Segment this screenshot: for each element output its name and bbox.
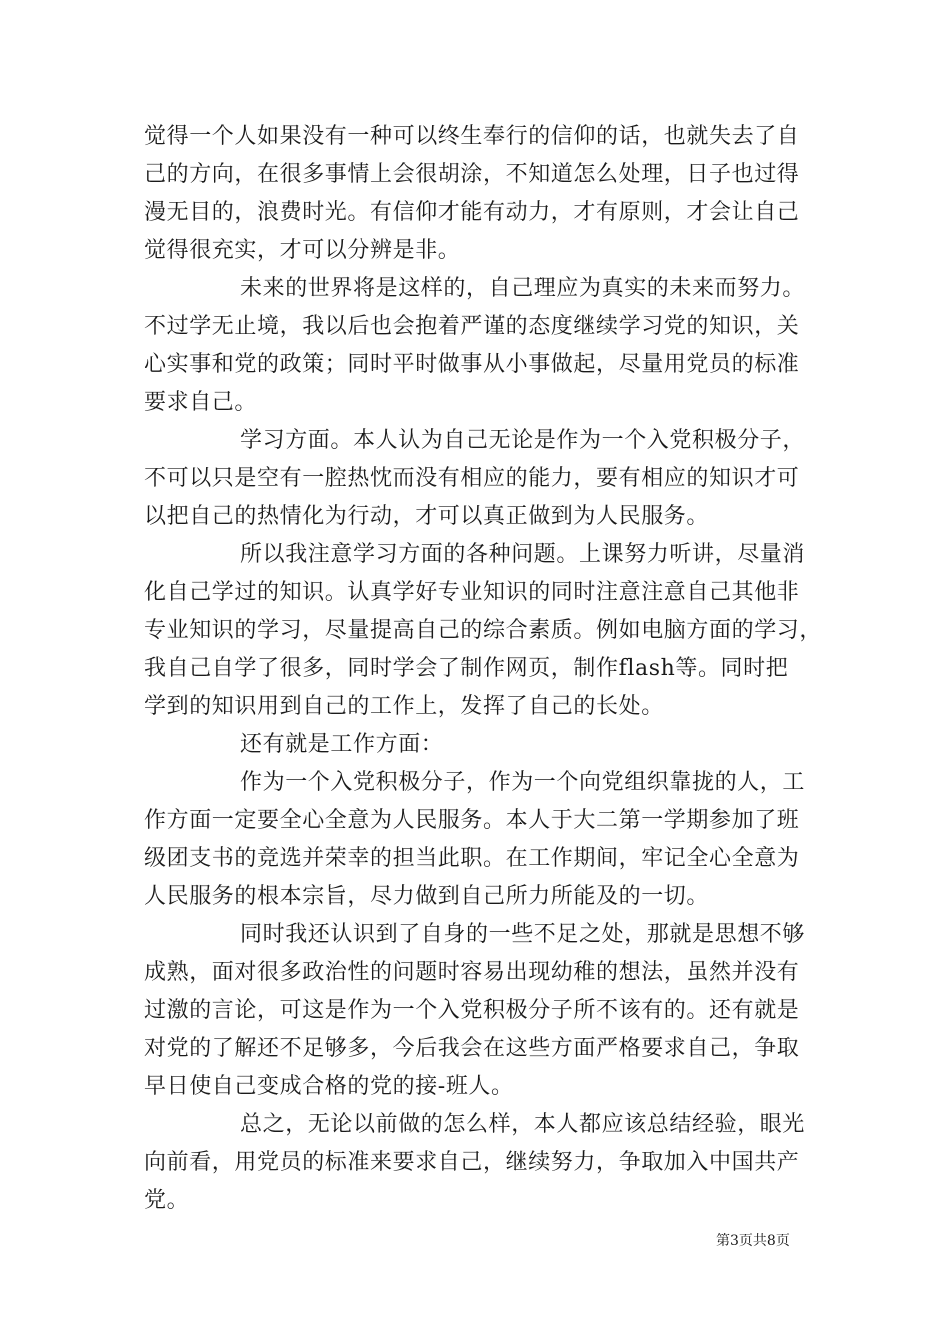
text-line: 己的方向，在很多事情上会很胡涂，不知道怎么处理，日子也过得 (144, 162, 800, 187)
text-line: 总之，无论以前做的怎么样，本人都应该总结经验，眼光 (240, 1112, 806, 1137)
paragraph (144, 270, 824, 422)
text-line: 学到的知识用到自己的工作上，发挥了自己的长处。 (144, 694, 664, 719)
text-line: 未来的世界将是这样的，自己理应为真实的未来而努力。 (240, 276, 806, 301)
paragraph (144, 422, 824, 536)
text-line: 对党的了解还不足够多，今后我会在这些方面严格要求自己，争取 (144, 1036, 800, 1061)
text-line: 还有就是工作方面： (240, 732, 444, 757)
paragraph (144, 1106, 824, 1220)
paragraph (144, 916, 824, 1106)
text-line: 作方面一定要全心全意为人民服务。本人于大二第一学期参加了班 (144, 808, 800, 833)
paragraph (144, 536, 824, 726)
text-line: 作为一个入党积极分子，作为一个向党组织靠拢的人，工 (240, 770, 806, 795)
text-line: 觉得一个人如果没有一种可以终生奉行的信仰的话，也就失去了自 (144, 124, 800, 149)
text-line: 成熟，面对很多政治性的问题时容易出现幼稚的想法，虽然并没有 (144, 960, 800, 985)
text-line: 早日使自己变成合格的党的接-班人。 (144, 1074, 514, 1099)
paragraph (144, 764, 824, 916)
text-line: 心实事和党的政策；同时平时做事从小事做起，尽量用党员的标准 (144, 352, 800, 377)
text-line: 学习方面。本人认为自己无论是作为一个入党积极分子， (240, 428, 806, 453)
text-line: 向前看，用党员的标准来要求自己，继续努力，争取加入中国共产 (144, 1150, 800, 1175)
page-number: 第3页共8页 (716, 1233, 790, 1249)
text-line: 级团支书的竞选并荣幸的担当此职。在工作期间，牢记全心全意为 (144, 846, 800, 871)
text-line: 专业知识的学习，尽量提高自己的综合素质。例如电脑方面的学习， (144, 618, 823, 643)
text-line: 不过学无止境，我以后也会抱着严谨的态度继续学习党的知识，关 (144, 314, 800, 339)
text-line: 以把自己的热情化为行动，才可以真正做到为人民服务。 (144, 504, 710, 529)
text-line: 同时我还认识到了自身的一些不足之处，那就是思想不够 (240, 922, 806, 947)
document-body (144, 118, 824, 1220)
text-line: 觉得很充实，才可以分辨是非。 (144, 238, 461, 263)
text-line: 党。 (144, 1188, 190, 1213)
text-line: 化自己学过的知识。认真学好专业知识的同时注意注意自己其他非 (144, 580, 800, 605)
text-line: 我自己自学了很多，同时学会了制作网页，制作flash等。同时把 (144, 656, 789, 681)
text-line: 过激的言论，可这是作为一个入党积极分子所不该有的。还有就是 (144, 998, 800, 1023)
text-line: 所以我注意学习方面的各种问题。上课努力听讲，尽量消 (240, 542, 806, 567)
paragraph (144, 726, 824, 764)
text-line: 漫无目的，浪费时光。有信仰才能有动力，才有原则，才会让自己 (144, 200, 800, 225)
text-line: 人民服务的根本宗旨，尽力做到自己所力所能及的一切。 (144, 884, 710, 909)
text-line: 要求自己。 (144, 390, 258, 415)
paragraph (144, 118, 824, 270)
text-line: 不可以只是空有一腔热忱而没有相应的能力，要有相应的知识才可 (144, 466, 800, 491)
